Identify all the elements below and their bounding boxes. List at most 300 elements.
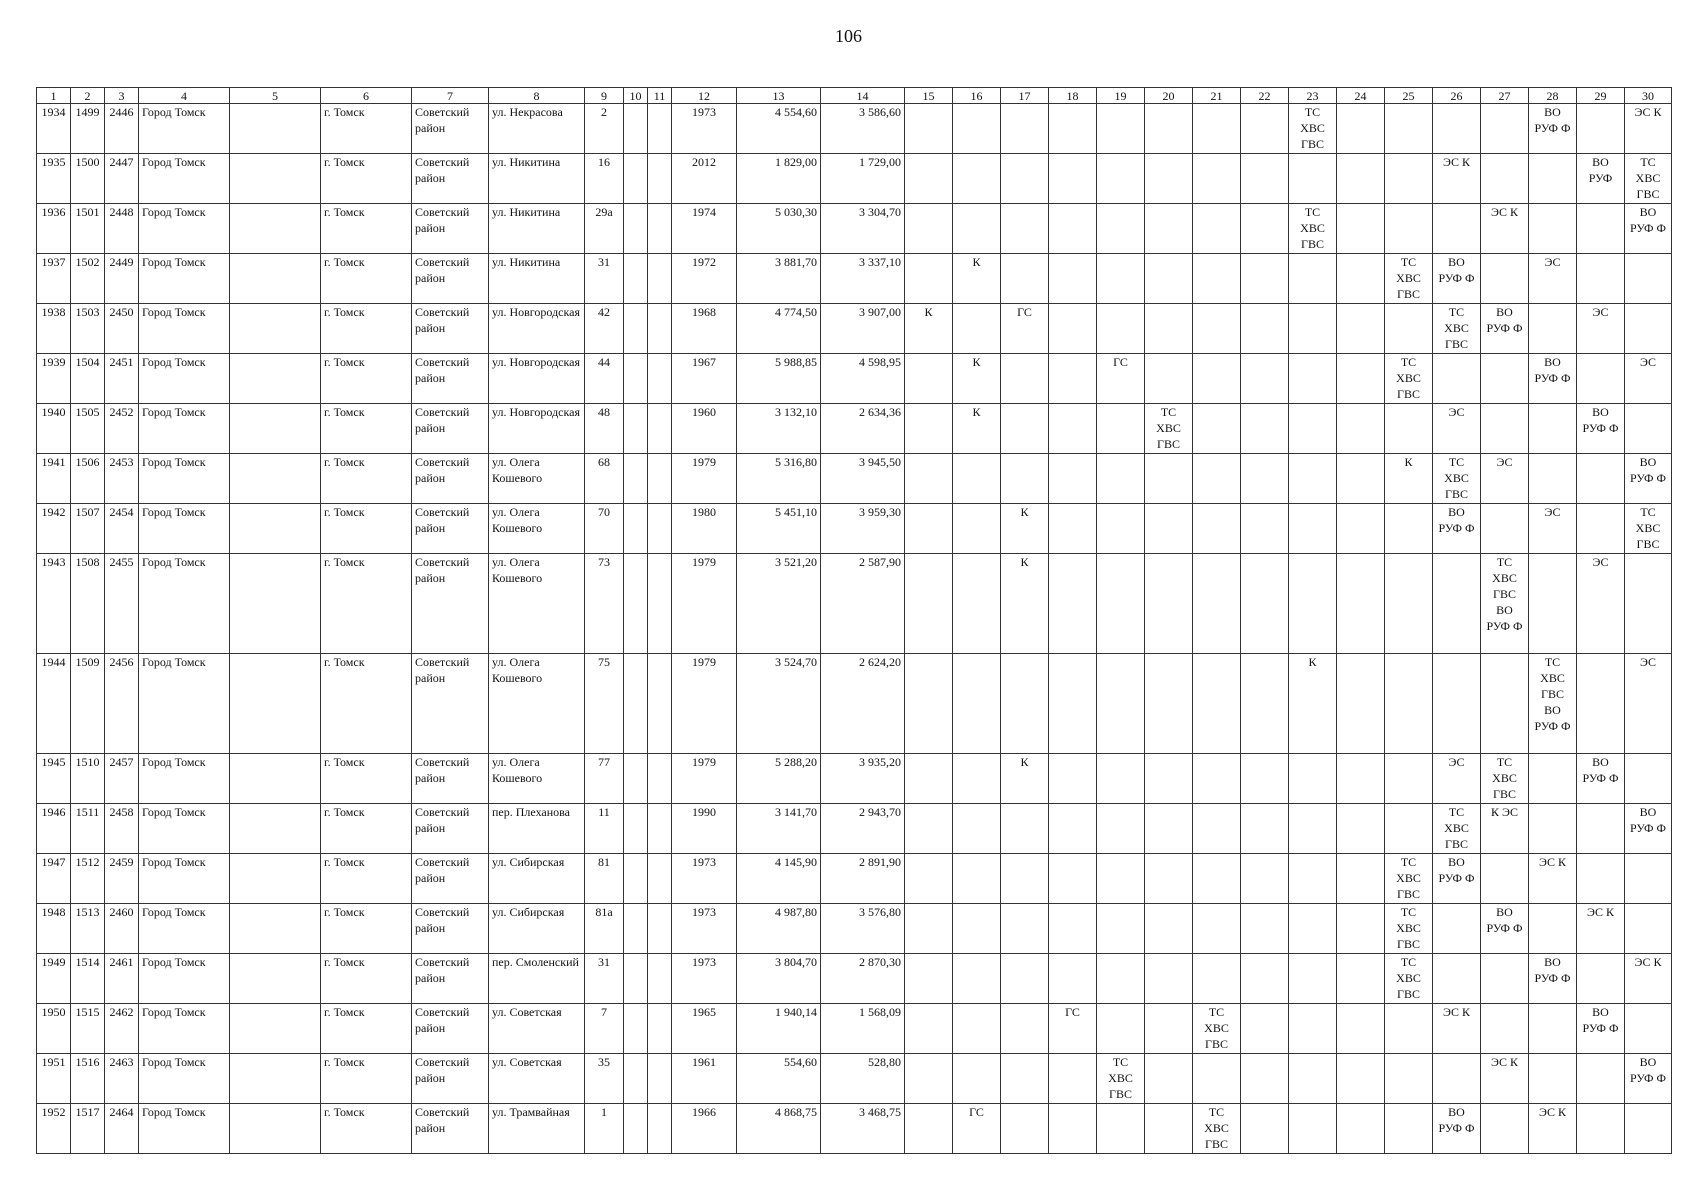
table-cell (905, 504, 953, 554)
table-cell: 1945 (37, 754, 71, 804)
table-cell (1481, 1004, 1529, 1054)
table-row (37, 504, 1672, 554)
table-cell: 2447 (105, 154, 139, 204)
table-cell: 1938 (37, 304, 71, 354)
table-cell (1337, 554, 1385, 654)
table-cell (230, 1054, 321, 1104)
table-cell: г. Томск (321, 304, 412, 354)
table-cell (905, 254, 953, 304)
table-cell (1097, 804, 1145, 854)
table-cell (1145, 654, 1193, 754)
table-cell: г. Томск (321, 904, 412, 954)
table-cell (953, 1054, 1001, 1104)
table-cell (1289, 504, 1337, 554)
table-cell (1241, 454, 1289, 504)
table-cell (953, 754, 1001, 804)
table-cell: ул. Советская (489, 1054, 585, 1104)
table-cell: ул. Олега Кошевого (489, 504, 585, 554)
table-cell (648, 254, 672, 304)
table-cell (1001, 454, 1049, 504)
table-cell (1289, 1054, 1337, 1104)
table-cell (1193, 804, 1241, 854)
table-cell (1097, 754, 1145, 804)
column-number-header: 7 (412, 88, 489, 104)
table-cell: ВО РУФ Ф (1577, 404, 1625, 454)
table-cell: ВО РУФ Ф (1625, 204, 1672, 254)
table-cell: 2 891,90 (821, 854, 905, 904)
table-cell (1385, 204, 1433, 254)
table-cell (230, 854, 321, 904)
table-cell (1193, 104, 1241, 154)
table-cell (1097, 1104, 1145, 1154)
table-cell: ВО РУФ Ф (1529, 104, 1577, 154)
table-cell: 1948 (37, 904, 71, 954)
table-cell: 1506 (71, 454, 105, 504)
table-cell (1577, 104, 1625, 154)
table-cell: ул. Сибирская (489, 854, 585, 904)
table-cell (905, 104, 953, 154)
table-cell (1433, 104, 1481, 154)
table-cell (1097, 104, 1145, 154)
table-cell: 1973 (672, 854, 737, 904)
table-cell (1049, 1054, 1097, 1104)
table-cell (1097, 304, 1145, 354)
table-cell (1097, 904, 1145, 954)
table-cell (1577, 254, 1625, 304)
table-cell: г. Томск (321, 204, 412, 254)
table-cell (953, 1004, 1001, 1054)
table-cell (1577, 454, 1625, 504)
table-cell (1145, 454, 1193, 504)
column-number-header: 14 (821, 88, 905, 104)
table-cell (1625, 554, 1672, 654)
table-cell (905, 904, 953, 954)
table-cell: 3 935,20 (821, 754, 905, 804)
table-cell (1481, 854, 1529, 904)
table-cell: 4 987,80 (737, 904, 821, 954)
table-cell (953, 854, 1001, 904)
column-number-header: 21 (1193, 88, 1241, 104)
table-cell (1097, 1004, 1145, 1054)
table-cell: 68 (585, 454, 624, 504)
table-cell (1097, 654, 1145, 754)
table-cell (624, 454, 648, 504)
table-cell: Советский район (412, 504, 489, 554)
table-cell: Город Томск (139, 154, 230, 204)
table-cell (1577, 654, 1625, 754)
table-cell: ТС ХВС ГВС (1433, 304, 1481, 354)
table-cell: 1980 (672, 504, 737, 554)
table-cell: г. Томск (321, 1004, 412, 1054)
table-cell: 1979 (672, 554, 737, 654)
table-cell: ТС ХВС ГВС ВО РУФ Ф (1529, 654, 1577, 754)
table-cell: 1507 (71, 504, 105, 554)
table-cell: г. Томск (321, 554, 412, 654)
table-cell (953, 154, 1001, 204)
column-number-header: 29 (1577, 88, 1625, 104)
table-cell (648, 204, 672, 254)
table-cell (1049, 454, 1097, 504)
table-cell: ЭС К (1625, 104, 1672, 154)
table-cell (1337, 204, 1385, 254)
table-cell: 1514 (71, 954, 105, 1004)
table-cell (1049, 854, 1097, 904)
table-cell (1049, 754, 1097, 804)
table-body (37, 104, 1672, 1154)
table-cell: Советский район (412, 654, 489, 754)
table-cell (1145, 754, 1193, 804)
table-cell (1337, 104, 1385, 154)
table-cell (230, 204, 321, 254)
table-cell: Советский район (412, 904, 489, 954)
table-cell: 2462 (105, 1004, 139, 1054)
table-cell: 1966 (672, 1104, 737, 1154)
table-cell (1289, 904, 1337, 954)
table-cell: 1937 (37, 254, 71, 304)
table-cell: ТС ХВС ГВС (1481, 754, 1529, 804)
table-cell: 11 (585, 804, 624, 854)
table-cell (1097, 254, 1145, 304)
table-cell (230, 304, 321, 354)
table-cell: ТС ХВС ГВС (1289, 204, 1337, 254)
column-number-header: 1 (37, 88, 71, 104)
table-cell (1001, 404, 1049, 454)
table-cell (1433, 904, 1481, 954)
table-cell (1193, 854, 1241, 904)
table-cell: 5 988,85 (737, 354, 821, 404)
table-cell: Город Томск (139, 204, 230, 254)
table-cell (953, 204, 1001, 254)
table-cell (1337, 354, 1385, 404)
table-cell: 1973 (672, 904, 737, 954)
table-cell: 1967 (672, 354, 737, 404)
table-cell (1577, 1054, 1625, 1104)
table-cell (905, 854, 953, 904)
table-cell: 3 945,50 (821, 454, 905, 504)
table-cell (1625, 754, 1672, 804)
table-cell (1097, 204, 1145, 254)
table-cell (1001, 354, 1049, 404)
column-number-header: 17 (1001, 88, 1049, 104)
table-cell (1145, 104, 1193, 154)
table-cell: 1510 (71, 754, 105, 804)
table-cell: ул. Новгородская (489, 354, 585, 404)
table-cell: ул. Никитина (489, 154, 585, 204)
table-cell: ЭС (1529, 504, 1577, 554)
table-cell: 2460 (105, 904, 139, 954)
table-cell (1049, 404, 1097, 454)
table-cell (1001, 154, 1049, 204)
table-cell: 2459 (105, 854, 139, 904)
table-cell: 31 (585, 954, 624, 1004)
table-cell: 554,60 (737, 1054, 821, 1104)
table-cell: 1503 (71, 304, 105, 354)
table-cell (1625, 1004, 1672, 1054)
table-cell: ул. Олега Кошевого (489, 454, 585, 504)
table-cell (648, 554, 672, 654)
table-cell: 1952 (37, 1104, 71, 1154)
table-cell: 1 829,00 (737, 154, 821, 204)
column-number-header: 26 (1433, 88, 1481, 104)
table-cell: г. Томск (321, 1104, 412, 1154)
table-cell (230, 554, 321, 654)
table-cell (1145, 554, 1193, 654)
table-cell: г. Томск (321, 404, 412, 454)
table-cell: г. Томск (321, 354, 412, 404)
table-cell (1577, 1104, 1625, 1154)
table-cell (1529, 904, 1577, 954)
table-cell (624, 1054, 648, 1104)
table-cell: ВО РУФ Ф (1433, 854, 1481, 904)
table-cell: ТС ХВС ГВС (1433, 454, 1481, 504)
table-cell: 3 132,10 (737, 404, 821, 454)
table-cell: ВО РУФ Ф (1577, 754, 1625, 804)
table-cell (1337, 654, 1385, 754)
table-cell (624, 204, 648, 254)
table-cell (1241, 754, 1289, 804)
table-cell (1241, 1104, 1289, 1154)
table-cell (230, 904, 321, 954)
table-cell: Советский район (412, 854, 489, 904)
table-cell: К (953, 254, 1001, 304)
table-cell (1625, 854, 1672, 904)
table-cell (953, 304, 1001, 354)
table-cell: 3 881,70 (737, 254, 821, 304)
table-cell: 1513 (71, 904, 105, 954)
table-cell: 1499 (71, 104, 105, 154)
table-cell: ЭС К (1481, 204, 1529, 254)
table-cell: 4 598,95 (821, 354, 905, 404)
table-cell: 3 576,80 (821, 904, 905, 954)
table-cell: 1950 (37, 1004, 71, 1054)
table-cell (1337, 304, 1385, 354)
table-cell (1577, 954, 1625, 1004)
table-cell (1001, 104, 1049, 154)
table-cell (1529, 804, 1577, 854)
table-cell (1337, 754, 1385, 804)
table-cell: 1505 (71, 404, 105, 454)
table-cell (624, 904, 648, 954)
table-cell (905, 154, 953, 204)
table-cell: Советский район (412, 454, 489, 504)
table-cell: ул. Олега Кошевого (489, 654, 585, 754)
table-cell: ВО РУФ (1577, 154, 1625, 204)
table-cell: 1934 (37, 104, 71, 154)
table-cell: 5 316,80 (737, 454, 821, 504)
table-cell (230, 154, 321, 204)
table-cell (905, 954, 953, 1004)
table-cell: ТС ХВС ГВС (1625, 504, 1672, 554)
table-cell: пер. Плеханова (489, 804, 585, 854)
table-cell: ГС (1001, 304, 1049, 354)
table-cell: ЭС К (1433, 154, 1481, 204)
table-cell (624, 254, 648, 304)
table-cell (230, 1004, 321, 1054)
table-cell: 2453 (105, 454, 139, 504)
table-cell (1529, 1004, 1577, 1054)
table-cell: Советский район (412, 204, 489, 254)
table-cell: ВО РУФ Ф (1529, 954, 1577, 1004)
table-row (37, 1104, 1672, 1154)
table-cell: 44 (585, 354, 624, 404)
table-cell (1289, 554, 1337, 654)
table-row (37, 304, 1672, 354)
table-cell (1193, 354, 1241, 404)
table-cell (905, 354, 953, 404)
table-cell: ЭС К (1577, 904, 1625, 954)
table-cell (624, 404, 648, 454)
table-cell (1337, 454, 1385, 504)
table-cell (1241, 354, 1289, 404)
table-cell: 3 304,70 (821, 204, 905, 254)
table-cell: ул. Олега Кошевого (489, 754, 585, 804)
table-cell (953, 904, 1001, 954)
table-cell: ул. Трамвайная (489, 1104, 585, 1154)
table-cell: 2 587,90 (821, 554, 905, 654)
table-cell: Город Томск (139, 654, 230, 754)
table-cell: Советский район (412, 1004, 489, 1054)
table-cell: 1941 (37, 454, 71, 504)
table-cell: К ЭС (1481, 804, 1529, 854)
table-cell (1049, 104, 1097, 154)
table-cell (648, 354, 672, 404)
table-cell: 4 145,90 (737, 854, 821, 904)
table-cell: 1951 (37, 1054, 71, 1104)
table-cell (1625, 254, 1672, 304)
table-row (37, 354, 1672, 404)
table-cell: 2450 (105, 304, 139, 354)
table-cell (1049, 654, 1097, 754)
table-cell: ул. Новгородская (489, 404, 585, 454)
column-number-header: 27 (1481, 88, 1529, 104)
table-cell: ЭС (1577, 304, 1625, 354)
table-cell (648, 304, 672, 354)
table-cell: 1960 (672, 404, 737, 454)
table-cell (230, 354, 321, 404)
table-cell (1145, 1054, 1193, 1104)
column-number-header: 6 (321, 88, 412, 104)
table-cell (624, 954, 648, 1004)
table-cell (1433, 954, 1481, 1004)
table-cell: Город Томск (139, 454, 230, 504)
table-row (37, 254, 1672, 304)
table-cell: Город Томск (139, 254, 230, 304)
table-cell (624, 1104, 648, 1154)
table-cell: пер. Смоленский (489, 954, 585, 1004)
table-cell (1193, 204, 1241, 254)
table-cell: 2012 (672, 154, 737, 204)
table-cell: К (953, 404, 1001, 454)
table-cell: ЭС К (1529, 854, 1577, 904)
table-cell: 5 288,20 (737, 754, 821, 804)
column-number-header: 18 (1049, 88, 1097, 104)
table-cell (1481, 954, 1529, 1004)
table-cell: ул. Сибирская (489, 904, 585, 954)
table-cell (1529, 154, 1577, 204)
table-cell: 1516 (71, 1054, 105, 1104)
table-cell: Город Томск (139, 904, 230, 954)
table-cell (1001, 954, 1049, 1004)
table-cell: 2446 (105, 104, 139, 154)
table-row (37, 1054, 1672, 1104)
table-cell: ЭС (1433, 754, 1481, 804)
table-cell (1097, 154, 1145, 204)
table-cell: Город Томск (139, 104, 230, 154)
table-cell: 1515 (71, 1004, 105, 1054)
column-number-header: 16 (953, 88, 1001, 104)
table-cell (1337, 1004, 1385, 1054)
table-cell (1481, 254, 1529, 304)
table-cell (1529, 404, 1577, 454)
table-cell (1337, 404, 1385, 454)
table-cell (648, 1004, 672, 1054)
table-cell (905, 804, 953, 854)
table-cell (1001, 254, 1049, 304)
table-cell (1049, 804, 1097, 854)
table-cell (1049, 204, 1097, 254)
table-cell (1049, 254, 1097, 304)
table-cell: 528,80 (821, 1054, 905, 1104)
table-row (37, 554, 1672, 654)
table-row (37, 904, 1672, 954)
table-cell: 3 524,70 (737, 654, 821, 754)
table-cell: Город Томск (139, 854, 230, 904)
table-cell (1289, 154, 1337, 204)
table-cell (1049, 504, 1097, 554)
table-cell: 3 141,70 (737, 804, 821, 854)
table-cell (1337, 154, 1385, 204)
table-cell (1481, 1104, 1529, 1154)
table-cell (1481, 154, 1529, 204)
table-cell: 3 959,30 (821, 504, 905, 554)
table-cell (1241, 1004, 1289, 1054)
table-cell: 4 774,50 (737, 304, 821, 354)
table-cell (1001, 204, 1049, 254)
table-cell (905, 1054, 953, 1104)
table-cell: 1942 (37, 504, 71, 554)
table-cell: ул. Олега Кошевого (489, 554, 585, 654)
table-cell: 1504 (71, 354, 105, 404)
table-row (37, 654, 1672, 754)
table-cell: ВО РУФ Ф (1481, 304, 1529, 354)
table-cell: г. Томск (321, 954, 412, 1004)
table-cell: ГС (1049, 1004, 1097, 1054)
table-cell (1049, 954, 1097, 1004)
table-cell: 1946 (37, 804, 71, 854)
table-cell: 70 (585, 504, 624, 554)
table-cell: 2 870,30 (821, 954, 905, 1004)
table-cell (1193, 1054, 1241, 1104)
housing-register-table (36, 87, 1672, 1154)
table-cell: 1972 (672, 254, 737, 304)
table-cell: 1974 (672, 204, 737, 254)
table-cell: 16 (585, 154, 624, 204)
page-number: 106 (835, 26, 862, 46)
table-cell: ВО РУФ Ф (1433, 504, 1481, 554)
table-cell: г. Томск (321, 854, 412, 904)
table-cell: ТС ХВС ГВС (1193, 1104, 1241, 1154)
table-cell: ЭС (1433, 404, 1481, 454)
table-cell: 1936 (37, 204, 71, 254)
table-cell: К (905, 304, 953, 354)
table-cell: Советский район (412, 954, 489, 1004)
table-cell: 3 907,00 (821, 304, 905, 354)
table-cell: 73 (585, 554, 624, 654)
table-cell: 1517 (71, 1104, 105, 1154)
table-cell (1385, 1104, 1433, 1154)
table-cell (648, 404, 672, 454)
table-cell (1241, 154, 1289, 204)
